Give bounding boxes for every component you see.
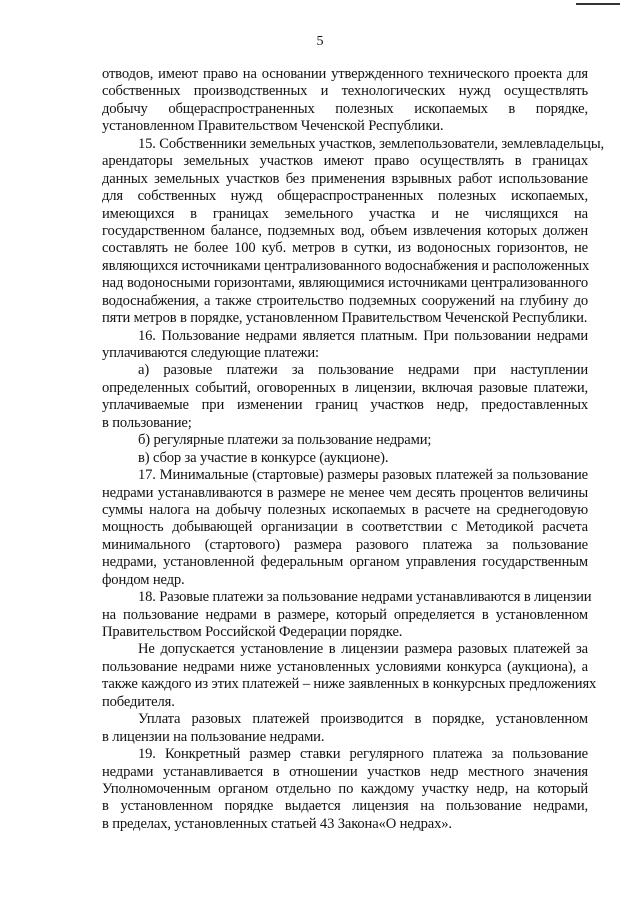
corner-mark <box>576 3 620 5</box>
text-line: фондом недр. <box>102 571 185 588</box>
text-line: в пользование; <box>102 414 192 431</box>
text-line: собственных производственных и технологических нужд осуществлять <box>102 83 588 100</box>
text-line: уплачиваются следующие платежи: <box>102 345 319 361</box>
text-line: уплачиваемые при изменении границ участков недр, предоставленных <box>102 397 588 414</box>
text-line: в) сбор за участие в конкурсе (аукционе). <box>138 449 389 466</box>
text-line: Не допускается установление в лицензии размера разовых платежей за <box>138 641 588 658</box>
text-line: минимального (стартового) размера разового платежа за пользование <box>102 536 588 553</box>
text-line: над водоносными горизонтами, являющимися источниками централизованного <box>102 275 588 292</box>
document-body <box>102 66 604 833</box>
text-line: определенных событий, оговоренных в лицензии, включая разовые платежи, <box>102 379 588 396</box>
text-line: 15. Собственники земельных участков, землепользователи, землевладельцы, <box>138 135 604 152</box>
text-line: на пользование недрами в размере, который определяется в установленном <box>102 606 588 623</box>
text-line: пользование недрами ниже установленных условиями конкурса (аукциона), а <box>102 658 588 675</box>
page-number: 5 <box>316 34 324 49</box>
text-line: недрами, установленной федеральным органом управления государственным <box>102 554 588 571</box>
text-line: арендаторы земельных участков имеют право осуществлять в границах <box>102 153 588 170</box>
text-line: а) разовые платежи за пользование недрами при наступлении <box>138 362 588 379</box>
text-line: являющихся источниками централизованного водоснабжения и расположенных <box>102 257 590 274</box>
text-line: в лицензии на пользование недрами. <box>102 728 325 745</box>
text-line: установленном Правительством Чеченской Республики. <box>102 118 444 135</box>
text-line: отводов, имеют право на основании утвержденного технического проекта для <box>102 66 588 82</box>
text-line: б) регулярные платежи за пользование недрами; <box>138 432 432 449</box>
text-line: для собственных нужд общераспространенных полезных ископаемых, <box>102 188 588 205</box>
text-line: также каждого из этих платежей – ниже заявленных в конкурсных предложениях <box>102 676 597 693</box>
text-line: в установленном порядке выдается лицензия на пользование недрами, <box>102 798 588 815</box>
text-line: суммы налога на добычу полезных ископаемых в расчете на среднегодовую <box>102 501 588 518</box>
text-line: 16. Пользование недрами является платным. При пользовании недрами <box>138 327 588 344</box>
text-line: Уплата разовых платежей производится в порядке, установленном <box>138 711 588 728</box>
text-line: Правительством Российской Федерации порядке. <box>102 624 403 640</box>
text-line: 17. Минимальные (стартовые) размеры разовых платежей за пользование <box>138 467 588 484</box>
text-line: мощность добывающей организации в соответствии с Методикой расчета <box>102 519 588 536</box>
text-line: государственном балансе, подземных вод, объем извлечения которых должен <box>102 222 588 239</box>
text-line: 19. Конкретный размер ставки регулярного платежа за пользование <box>138 746 588 763</box>
text-line: в пределах, установленных статьей 43 Закона«О недрах». <box>102 815 452 832</box>
text-line: недрами устанавливается в отношении участков недр местного значения <box>102 763 588 780</box>
text-line: 18. Разовые платежи за пользование недрами устанавливаются в лицензии <box>138 589 592 606</box>
text-line: победителя. <box>102 693 175 710</box>
text-line: недрами устанавливаются в размере не менее чем десять процентов величины <box>102 484 588 501</box>
text-line: имеющихся в границах земельного участка и не числящихся на <box>102 205 588 222</box>
text-line: добычу общераспространенных полезных ископаемых в порядке, <box>102 100 588 117</box>
text-line: составлять не более 100 куб. метров в сутки, из водоносных горизонтов, не <box>102 240 588 257</box>
text-line: данных земельных участков без применения взрывных работ использование <box>102 170 588 187</box>
text-line: пяти метров в порядке, установленном Правительством Чеченской Республики. <box>102 310 588 327</box>
text-line: Уполномоченным органом отдельно по каждому участку недр, на который <box>102 780 588 797</box>
text-line: водоснабжения, а также строительство подземных сооружений на глубину до <box>102 292 588 309</box>
